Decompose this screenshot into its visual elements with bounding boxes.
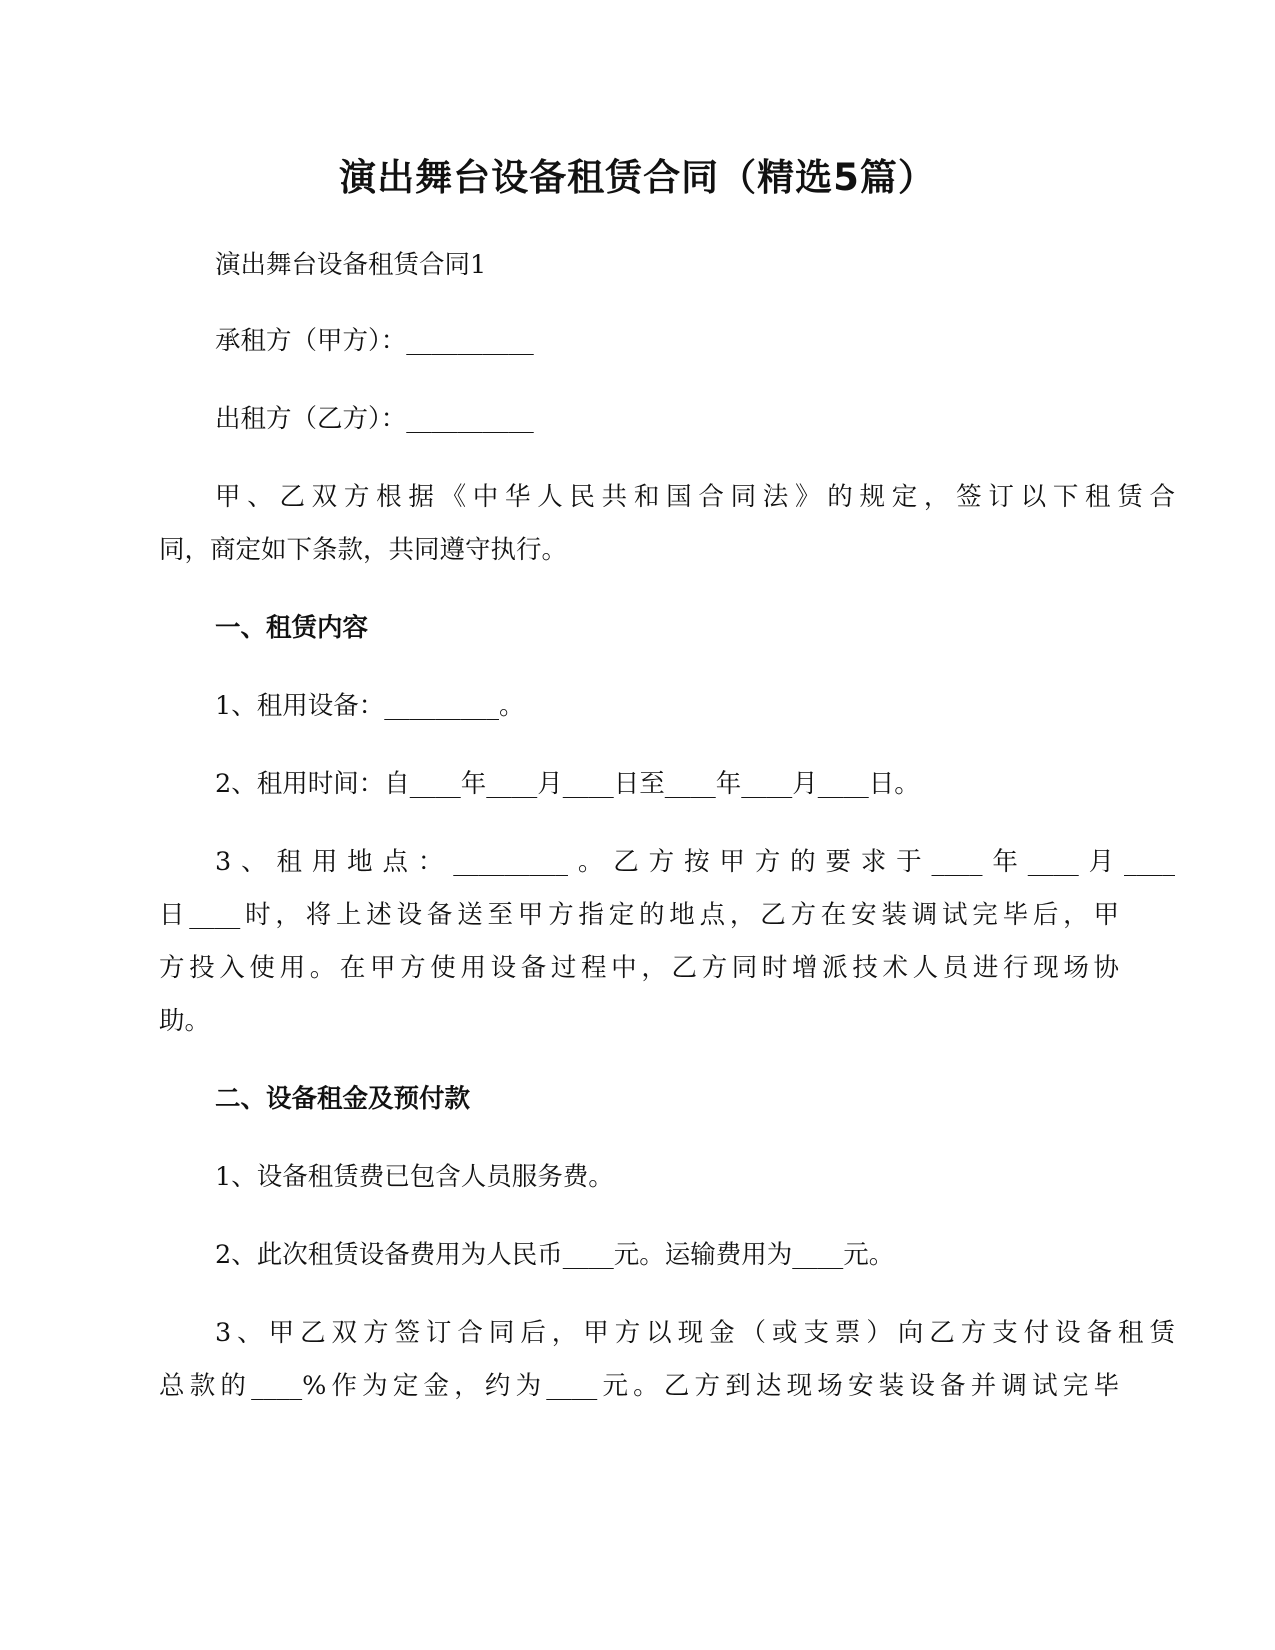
section-2-item-3-line-1: 3、甲乙双方签订合同后，甲方以现金（或支票）向乙方支付设备租赁 [215,1318,1175,1348]
section-1-item-1: 1、租用设备：_________。 [215,691,525,721]
section-1-item-3-line-4: 助。 [159,1006,211,1036]
contract-subtitle: 演出舞台设备租赁合同1 [215,250,487,280]
section-1-item-2: 2、租用时间：自____年____月____日至____年____月____日。 [215,769,920,799]
section-1-item-3-line-2: 日____时，将上述设备送至甲方指定的地点，乙方在安装调试完毕后，甲 [159,900,1119,930]
party-a-line: 承租方（甲方）：__________ [215,326,534,356]
section-2-item-3-line-2: 总款的____%作为定金，约为____元。乙方到达现场安装设备并调试完毕 [159,1371,1119,1401]
section-1-heading: 一、租赁内容 [215,613,369,643]
preamble-line-1: 甲、乙双方根据《中华人民共和国合同法》的规定，签订以下租赁合 [215,482,1175,512]
party-b-line: 出租方（乙方）：__________ [215,404,534,434]
section-2-item-2: 2、此次租赁设备费用为人民币____元。运输费用为____元。 [215,1240,895,1270]
section-2-heading: 二、设备租金及预付款 [215,1084,471,1114]
document-title: 演出舞台设备租赁合同（精选5篇） [339,156,936,199]
section-1-item-3-line-3: 方投入使用。在甲方使用设备过程中，乙方同时增派技术人员进行现场协 [159,953,1119,983]
section-2-item-1: 1、设备租赁费已包含人员服务费。 [215,1162,614,1192]
preamble-line-2: 同，商定如下条款，共同遵守执行。 [159,535,568,565]
section-1-item-3-line-1: 3、租用地点：_________。乙方按甲方的要求于____年____月____ [215,847,1175,877]
